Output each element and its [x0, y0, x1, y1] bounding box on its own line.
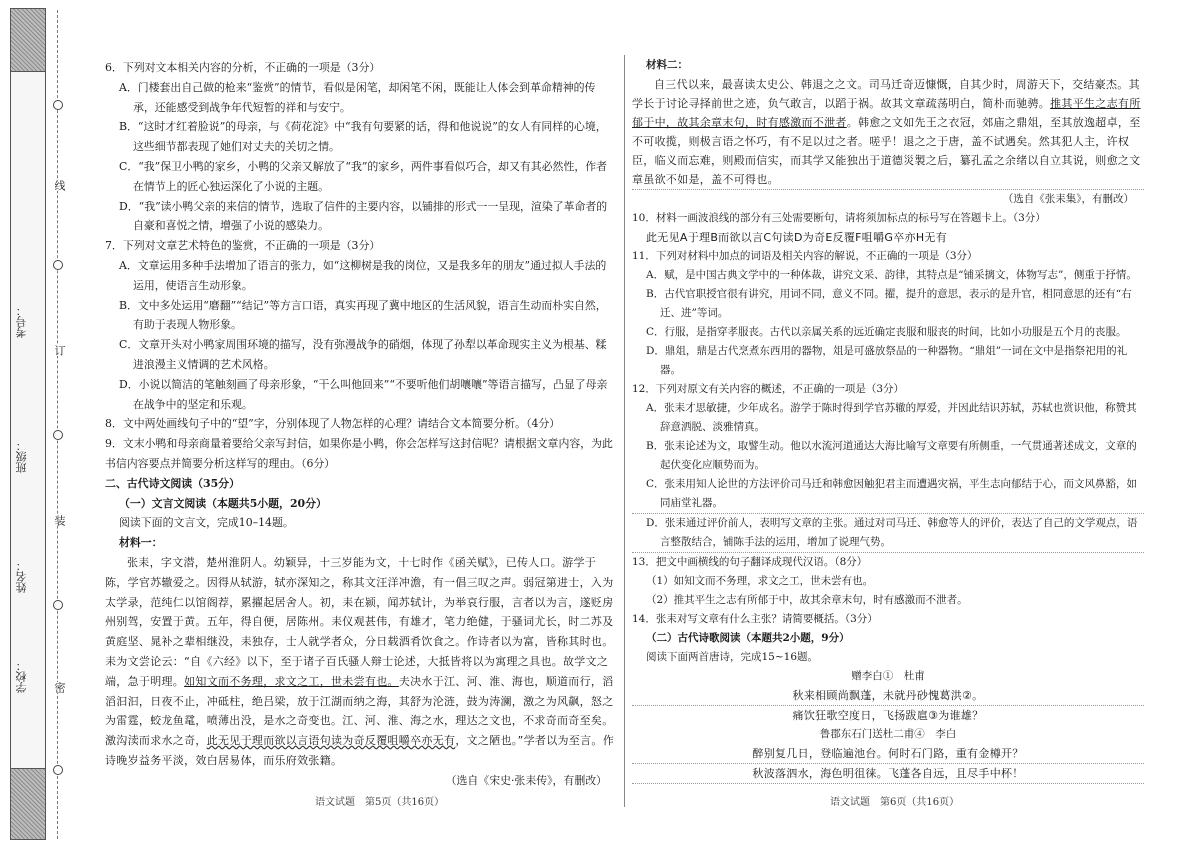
material-2-para-1: 自三代以来，最喜读太史公、韩退之之文。司马迁奇迈慷慨，自其少时，周游天下，交结豪杰。其学长于讨论寻择前世之迹，负气敢言，以蹈于祸。故其文章疏荡明白，简朴而驰骋。 — [632, 78, 1140, 110]
material-2-text — [632, 75, 1144, 190]
q13: 13．把文中画横线的句子翻译成现代汉语。（8分） — [632, 556, 868, 568]
poem-2-line-1: 醉别复几日，登临遍池台。何时石门路，重有金樽开？ — [632, 744, 1144, 764]
q10: 10．材料一画波浪线的部分有三处需要断句，请将须加标点的标号写在答题卡上。（3分） — [632, 212, 1046, 224]
page-footer-left: 语文试题 第5页（共16页） — [315, 797, 445, 808]
right-column — [632, 56, 1144, 784]
name-label: 姓名： — [15, 560, 28, 593]
material-1-source: （选自《宋史·张耒传》，有删改） — [445, 773, 607, 787]
q12-option-b: B．张耒论述为文，取譬生动。他以水流河道通达大海比喻写文章要有所侧重，一气贯通著述成文，文章的起伏变化应顺势而为。 — [646, 440, 1137, 471]
q8: 8．文中两处画线句子中的“望”字，分别体现了人物怎样的心理？请结合文本简要分析。（4分） — [105, 417, 561, 431]
cut-word: 线 — [53, 180, 66, 191]
material-1-title: 材料一： — [119, 536, 163, 550]
q6-option-c: C．“我”保卫小鸭的家乡，小鸭的父亲又解放了“我”的家乡，两件事看似巧合，却又有其必然性，作者在情节上的匠心独运深化了小说的主题。 — [119, 159, 608, 193]
left-column — [105, 58, 617, 790]
q7-option-b: B．文中多处运用“磨翻”“结记”等方言口语，真实再现了冀中地区的生活风貌，语言生动而朴实自然，有助于表现人物形象。 — [119, 298, 607, 332]
subsection-classical-prose: （一）文言文阅读（本题共5小题，20分） — [119, 496, 327, 510]
q6-option-b: B．“这时才红着脸说”的母亲，与《荷花淀》中“我有句要紧的话，得和他说说”的女人有同样的心境，这些细节都表现了她们对丈夫的关切之情。 — [119, 120, 607, 154]
section-ancient-reading: 二、古代诗文阅读（35分） — [105, 476, 240, 490]
material-2-title: 材料二： — [646, 59, 688, 71]
column-divider — [624, 55, 625, 807]
q12-stem: 12．下列对原文有关内容的概述，不正确的一项是（3分） — [632, 383, 905, 395]
material-2-para-2: 。韩愈之文如先王之衣冠，郊庙之鼎俎，至其放逸超卓，至不可收揽，则极言语之怀巧，有不足以过之者。嗟乎！退之之于唐，盖不试遇矣。然其犯人主，许权臣，临义而忘难，则殿而信实，而其学又能独出于道德災製之后，纂孔孟之余绪以自立其说，则愈之文章虽欲不如是，盖不可得也。 — [632, 116, 1141, 186]
wavy-sentence: 此无见于理而欲以言语句读为奇反覆咀嚼卒亦无有 — [206, 734, 456, 748]
q11-option-a: A．赋，是中国古典文学中的一种体裁，讲究文采、韵律，其特点是“铺采摛文，体物写志”，侧重于抒情。 — [646, 269, 1137, 281]
school-label: 学校： — [15, 660, 28, 693]
q13-item-2: （2）推其平生之志有所郁于中，故其余章末句，时有感激而不泄者。 — [646, 594, 968, 606]
cut-word: 密 — [53, 682, 66, 693]
class-label: 班级： — [15, 440, 28, 473]
poem-2-line-2: 秋波落泗水，海色明徂徕。飞蓬各自远，且尽手中杯！ — [632, 764, 1144, 784]
q10-sentence: 此无见A于理B而欲以言C句读D为奇E反覆F咀嚼G卒亦H无有 — [646, 231, 947, 244]
cut-line — [57, 10, 58, 839]
q7-option-a: A．文章运用多种手法增加了语言的张力，如“这柳树是我的岗位，又是我多年的朋友”通过拟人手法的运用，使语言生动形象。 — [119, 258, 607, 292]
q12-option-c: C．张耒用知人论世的方法评价司马迁和韩愈因触犯君主而遭遇灾祸，平生志向郁结于心，而文风鼻豁，如同庙堂礼器。 — [632, 475, 1144, 514]
q12-option-a: A．张耒才思敏捷，少年成名。游学于陈时得到学官苏辙的厚爱，并因此结识苏轼，苏轼也赏识他，称赞其辞意洒脱、淡雅情真。 — [646, 402, 1137, 433]
id-label: 考号： — [15, 305, 28, 338]
poem-1-title: 赠李白① 杜甫 — [851, 670, 925, 682]
cut-circle — [53, 600, 63, 610]
q9: 9．文末小鸭和母亲商量着要给父亲写封信，如果你是小鸭，你会怎样写这封信呢？请根据文章内容，为此书信内容要点并简要分析这样写的理由。（6分） — [105, 437, 613, 470]
cut-circle — [53, 765, 63, 775]
q11-stem: 11．下列对材料中加点的词语及相关内容的解说，不正确的一项是（3分） — [632, 250, 978, 262]
q6-option-a: A．门楼套出自己做的枪来“鉴赏”的情节，看似是闲笔，却闲笔不闲，既能让人体会到革命精神的传承，还能感受到战争年代短暂的祥和与安宁。 — [119, 80, 596, 114]
material-1-para-2: 夫决水于江、河、淮、海也，顺道而行，滔滔汩汩，日夜不止，冲砥柱，绝吕梁，放于江湖而纳之海，其舒为沦涟，鼓为涛澜，激之为风飙，怒之为雷霆，蛟龙鱼鼋，喷薄出没，是水之奇变也。江、河、淮、海之水，理达之文也，不求奇而奇至矣。激沟渎而求水之奇， — [105, 674, 614, 748]
material-1-para-1: 张耒，字文潜，楚州淮阴人。幼颖异，十三岁能为文，十七时作《函关赋》，已传人口。游学于陈，学官苏辙爱之。因得从轼游，轼亦深知之，称其文汪洋冲澹，有一倡三叹之声。弱冠第进士，入为太学录，范纯仁以馆阁荐，累擢起居舍人。初，耒在颍，闻苏轼计，为举哀行服，言者以为言，遂贬房州别驾，安置于黄。五年，得自便，居陈州。耒仪观甚伟，有雄才，笔力绝健，于骚词尤长，时二苏及黄庭坚、晁补之辈相继没，耒独存，士人就学者众，分日载酒肴饮食之。作诗者以为富，皆称其时也。耒为文尝论云：“自《六经》以下，至于诸子百氏骚人辩士论述，大抵皆将以为寓理之具也。故学文之端，急于明理。 — [105, 555, 614, 688]
binding-shade-top — [11, 9, 45, 71]
cut-word: 装 — [53, 515, 66, 526]
q13-item-1: （1）如知文而不务理，求文之工，世未尝有也。 — [646, 575, 874, 587]
material-2-source: （选自《张耒集》，有删改） — [1002, 193, 1134, 205]
poem-1-line-1: 秋来相顾尚飘蓬，未就丹砂愧葛洪②。 — [632, 686, 1144, 706]
poem-2-title: 鲁郡东石门送杜二甫④ 李白 — [819, 728, 957, 740]
q6-option-d: D．“我”读小鸭父亲的来信的情节，选取了信件的主要内容，以铺排的形式一一呈现，渲染了革命者的自豪和喜悦之情，增强了小说的感染力。 — [119, 199, 608, 233]
cut-circle — [53, 430, 63, 440]
q6-stem: 6．下列对文本相关内容的分析，不正确的一项是（3分） — [105, 61, 381, 74]
binding-strip — [10, 8, 46, 840]
poem-1-line-2: 痛饮狂歌空度日，飞扬跋扈③为谁雄？ — [792, 709, 984, 722]
q11-option-b: B．古代官职授官很有讲究，用词不同，意义不同。擢，提升的意思，表示的是升官，相同意思的还有“右迁、进”等词。 — [646, 288, 1132, 319]
reading-instruction: 阅读下面的文言文，完成10–14题。 — [119, 516, 294, 530]
cut-word: 订 — [53, 345, 66, 356]
q14: 14．张耒对写文章有什么主张？请简要概括。（3分） — [632, 613, 878, 625]
material-1-text — [105, 553, 617, 771]
q11-option-d: D．鼎俎，鼎是古代烹煮东西用的器物，俎是可盛放祭品的一种器物。“鼎俎”一词在文中是指祭祀用的礼器。 — [646, 345, 1128, 376]
q11-option-c: C．行服，是指穿孝服丧。古代以亲属关系的远近确定丧服和服丧的时间，比如小功服是五个月的丧服。 — [646, 326, 1127, 338]
page-footer-right: 语文试题 第6页（共16页） — [830, 797, 960, 808]
q7-stem: 7．下列对文章艺术特色的鉴赏，不正确的一项是（3分） — [105, 239, 381, 253]
cut-circle — [53, 100, 63, 110]
subsection-poetry: （二）古代诗歌阅读（本题共2小题，9分） — [646, 632, 850, 644]
binding-shade-bottom — [11, 769, 45, 839]
material-1-para-3: ，文之陋也。”学者以为至言。作诗晚岁益务平淡，效白居易体，而乐府效张籍。 — [105, 734, 615, 767]
underlined-sentence-1: 如知文而不务理，求文之工，世未尝有也。 — [184, 674, 399, 688]
poetry-instruction: 阅读下面两首唐诗，完成15~16题。 — [646, 651, 819, 663]
q12-option-d: D．张耒通过评价前人，表明写文章的主张。通过对司马迁、韩愈等人的评价，表达了自己的文学观点，语言整散结合，铺陈手法的运用，增加了说理气势。 — [632, 514, 1144, 553]
underlined-sentence-2: 推其平生之志有所郁于中，故其余章末句，时有感激而不泄者 — [632, 97, 1141, 129]
cut-circle — [53, 260, 63, 270]
q7-option-d: D．小说以简洁的笔触刻画了母亲形象，“干么叫他回来”“不要听他们胡嚷嚷”等语言描写，凸显了母亲在战争中的坚定和乐观。 — [119, 377, 608, 411]
q7-option-c: C．文章开头对小鸭家周围环境的描写，没有弥漫战争的硝烟，体现了孙犁以革命现实主义为根基、糅进浪漫主义情调的艺术风格。 — [119, 338, 607, 371]
